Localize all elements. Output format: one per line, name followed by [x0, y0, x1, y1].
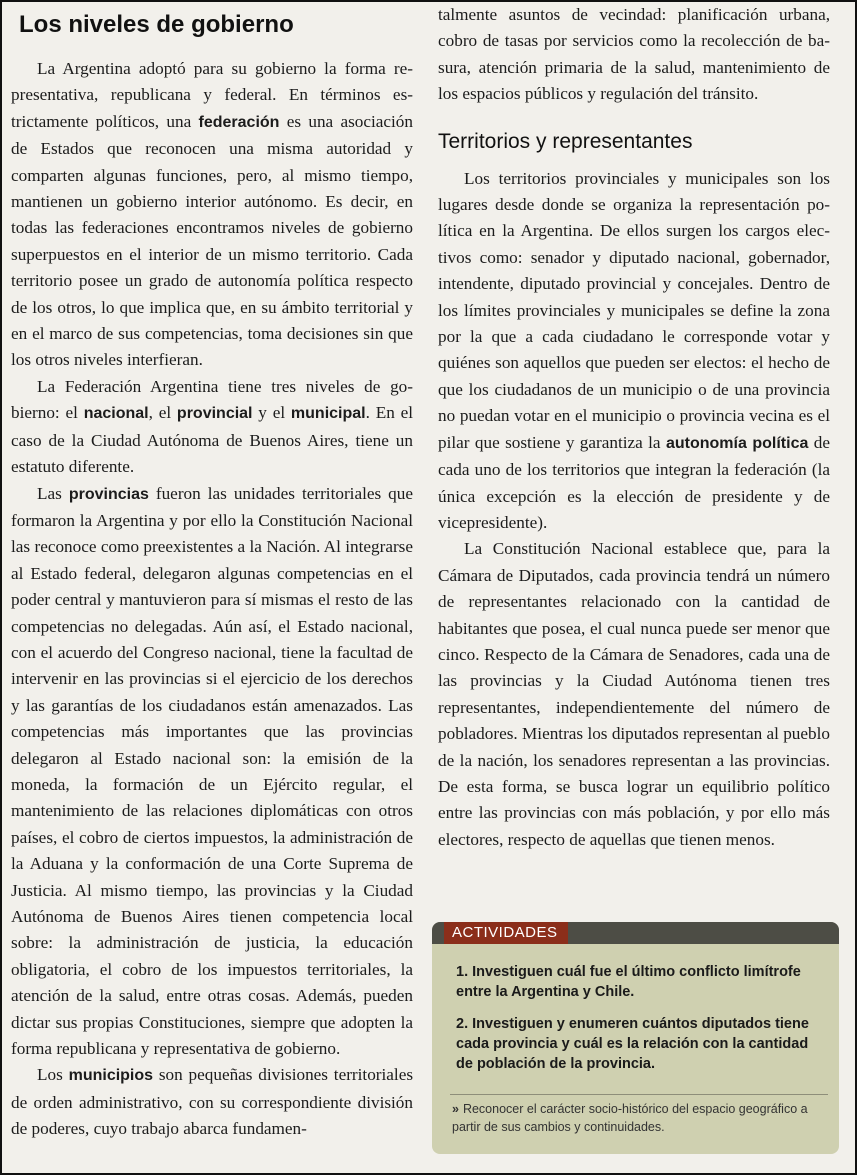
bold-term-autonomia-politica: autonomía política	[665, 434, 809, 452]
paragraph-federation	[11, 56, 413, 374]
activities-box	[432, 922, 839, 1154]
bold-term-municipios: municipios	[68, 1067, 154, 1085]
right-column	[438, 2, 830, 853]
activities-header-bar	[432, 922, 839, 944]
text-run: Los	[37, 1065, 69, 1085]
text-run: es una asociación de Estados que reconocen una misma autoridad y comparten algunas funciones, pero, al mismo tiempo, mantienen un gobierno interior autónomo. Es decir, en todas las federaciones encontramos niveles de gobierno superpuestos en el interior de un mismo territorio. Cada territorio posee un grado de autonomía política respecto de los otros, lo que implica que, en su ámbito territorial y en el marco de sus competencias, toma decisiones sin que los otros niveles interfieran.	[11, 111, 413, 370]
text-run: Las	[37, 483, 69, 503]
left-column	[11, 2, 413, 1143]
activities-title: ACTIVIDADES	[444, 922, 568, 944]
text-run: Los territorios provinciales y municipales son los lugares desde donde se organiza la representación política en la Argentina. De ellos surgen los cargos electivos como: senador y diputado nacional, gobernador, intendente, diputado provincial y concejales. Dentro de los límites provinciales y municipales se define la zona por la que a cada ciudadano le corresponde votar y quiénes son aquellos que pueden ser electos: el hecho de que los ciudadanos de un municipio o de una provincia no puedan votar en el municipio o provincia vecina es el pilar que sostiene y garantiza la	[438, 168, 830, 452]
text-run: . En el caso de la Ciudad Autónoma de Buenos Aires, tiene un estatuto diferente.	[11, 403, 414, 477]
paragraph-territories	[438, 166, 830, 537]
activity-text: 2. Investiguen y enumeren cuántos diputados tiene cada provincia y cuál es la relación con la cantidad de población de la provincia.	[456, 1016, 809, 1072]
activity-item	[456, 1014, 826, 1074]
bold-term-provincial: provincial	[176, 405, 253, 423]
text-run: La Federación Argentina tiene tres niveles de gobierno: el	[11, 376, 413, 423]
text-run: fueron las unidades territoriales que formaron la Argentina y por ello la Constitución Nacional las reconoce como preexistentes a la Nación. Al integrarse al Estado federal, delegaron algunas competencias en el poder central y mantuvieron para sí mismas el resto de las competencias no delegadas. Aún así, el Estado nacional, con el acuerdo del Congreso nacional, tiene la facultad de intervenir en las provincias si el ejercicio de los derechos y las garantías de los ciudadanos están amenazados. Las competencias más importantes que las provincias delegaron al Estado nacional son: la emisión de la moneda, la formación de un Ejército regular, el mantenimiento de las relaciones diplomáticas con otros países, el cobro de ciertos impuestos, la administración de la Aduana y la conformación de una Corte Suprema de Justicia. Al mismo tiempo, las provincias y la Ciudad Autónoma de Buenos Aires tienen competencia local sobre: la administración de justicia, la educación obligatoria, el cobro de los impuestos territoriales, la atención de la salud, entre otras cosas. Además, pueden dictar sus propias Constituciones, siempre que adopten la forma republicana y representativa de gobierno.	[11, 483, 413, 1059]
activities-list	[456, 962, 826, 1086]
text-run: , el	[148, 403, 177, 423]
footnote-text: Reconocer el carácter socio-histórico del espacio geográfico a partir de sus cambios y continuidades.	[452, 1102, 808, 1134]
paragraph-municipalities-continued: talmente asuntos de vecindad: planificación urbana, cobro de tasas por servicios como la recolección de basura, atención primaria de la salud, mantenimiento de los espacios públicos y regulación del tránsito.	[438, 5, 830, 104]
activity-item	[456, 962, 826, 1002]
bold-term-federacion: federación	[198, 113, 280, 131]
text-run: y el	[252, 403, 291, 423]
page-title: Los niveles de gobierno	[19, 11, 294, 38]
text-run: La Argentina adoptó para su gobierno la forma representativa, republicana y federal. En términos estrictamente políticos, una	[11, 59, 413, 131]
paragraph-levels	[11, 374, 413, 481]
activity-text: 1. Investiguen cuál fue el último conflicto limítrofe entre la Argentina y Chile.	[456, 964, 801, 1000]
bold-term-municipal: municipal	[290, 405, 366, 423]
double-chevron-right-icon: »	[452, 1102, 459, 1116]
paragraph-provinces	[11, 481, 413, 1063]
paragraph-constitution: La Constitución Nacional establece que, para la Cámara de Diputados, cada provincia tendrá un número de representantes relacionado con la cantidad de habitantes que posea, el cual nunca puede ser menor que cinco. Respecto de la Cámara de Senadores, cada una de las provincias y la Ciudad Autónoma tienen tres representantes, independientemente del número de pobladores. Mientras los diputados representan al pueblo de la nación, los senadores representan a las provincias. De esta forma, se busca lograr un equilibrio político entre las provincias con más población, y por ello más electores, respecto de aquellas que tienen menos.	[438, 539, 830, 849]
text-run: son pequeñas divisiones territoriales de orden administrativo, con su correspondiente división de poderes, cuyo trabajo abarca fundamen-	[11, 1065, 414, 1139]
section-heading: Territorios y representantes	[438, 129, 693, 153]
activities-footnote	[452, 1100, 822, 1136]
text-run: de cada uno de los territorios que integran la federación (la única excepción es la elección de presidente y de vicepresidente).	[438, 432, 830, 532]
paragraph-municipalities	[11, 1062, 413, 1142]
divider	[450, 1094, 828, 1095]
bold-term-provincias: provincias	[68, 485, 149, 503]
bold-term-nacional: nacional	[83, 405, 149, 423]
